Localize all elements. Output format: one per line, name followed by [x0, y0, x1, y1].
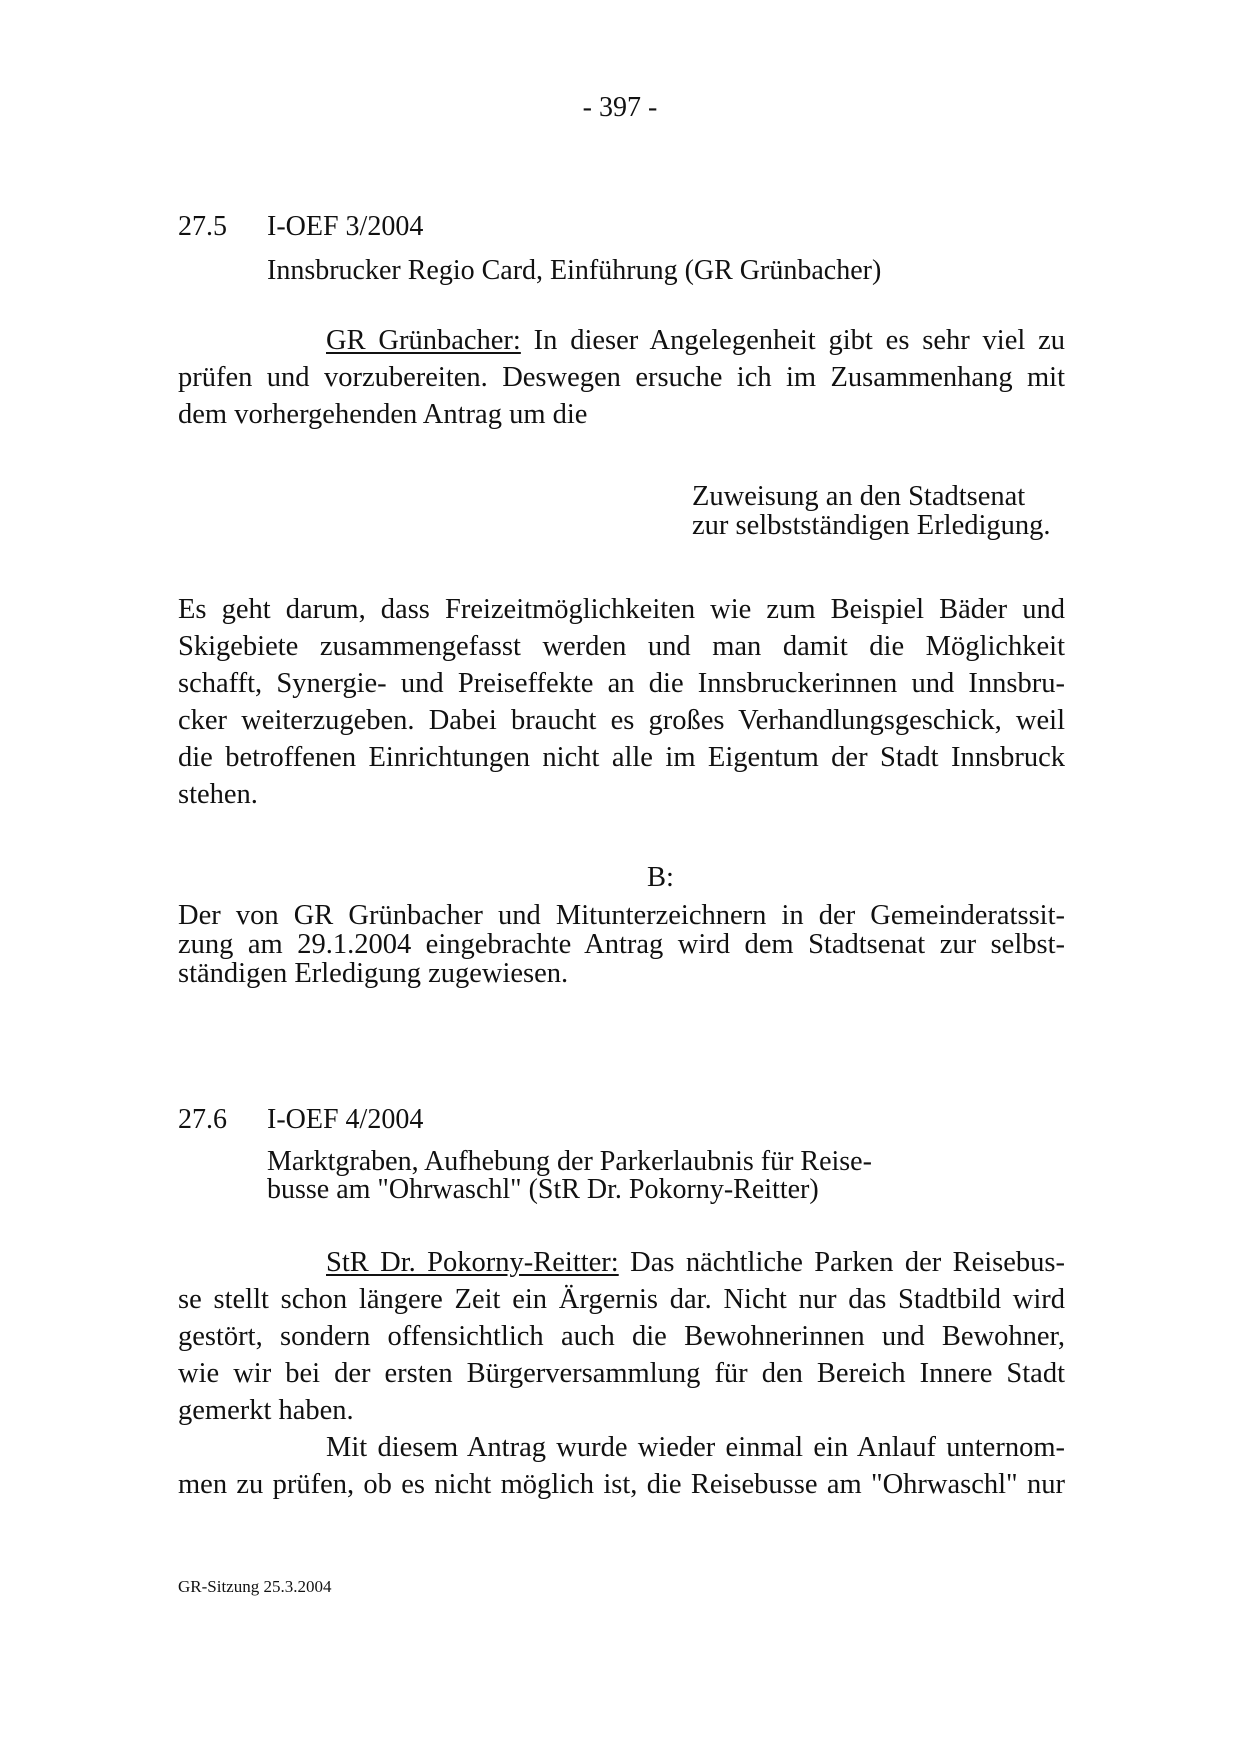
motion-block	[692, 482, 1051, 540]
decision-line: Der von GR Grünbacher und Mitunterzeichnern in der Gemeinderatssit-	[178, 900, 1065, 931]
speech-line: dem vorhergehenden Antrag um die	[178, 399, 588, 430]
body-line: stehen.	[178, 779, 258, 810]
body-line: schafft, Synergie- und Preiseffekte an die Innsbruckerinnen und Innsbru-	[178, 668, 1065, 699]
speech-line: prüfen und vorzubereiten. Deswegen ersuche ich im Zusammenhang mit	[178, 362, 1065, 393]
item-title	[267, 1148, 872, 1204]
body-line: Skigebiete zusammengefasst werden und man damit die Möglichkeit	[178, 631, 1065, 662]
body-line: Es geht darum, dass Freizeitmöglichkeiten wie zum Beispiel Bäder und	[178, 594, 1065, 625]
body-paragraph	[178, 591, 1065, 813]
item-title-line: busse am "Ohrwaschl" (StR Dr. Pokorny-Reitter)	[267, 1174, 819, 1205]
page-number: - 397 -	[582, 92, 658, 123]
speech-paragraph	[178, 1244, 1065, 1503]
motion-line: zur selbstständigen Erledigung.	[692, 510, 1051, 541]
item-number: 27.5	[178, 211, 227, 242]
item-code: I-OEF 3/2004	[267, 211, 424, 242]
speech-line: GR Grünbacher: In dieser Angelegenheit gibt es sehr viel zu	[326, 325, 1065, 356]
speech-line: gestört, sondern offensichtlich auch die Bewohnerinnen und Bewohner,	[178, 1321, 1065, 1352]
speech-line: wie wir bei der ersten Bürgerversammlung für den Bereich Innere Stadt	[178, 1358, 1065, 1389]
item-title	[267, 254, 881, 288]
body-line: die betroffenen Einrichtungen nicht alle im Eigentum der Stadt Innsbruck	[178, 742, 1065, 773]
decision-label: B:	[647, 862, 674, 893]
speaker-name: StR Dr. Pokorny-Reitter:	[326, 1247, 619, 1278]
decision-line: ständigen Erledigung zugewiesen.	[178, 958, 569, 989]
speech-line: se stellt schon längere Zeit ein Ärgernis dar. Nicht nur das Stadtbild wird	[178, 1284, 1065, 1315]
body-line: cker weiterzugeben. Dabei braucht es großes Verhandlungsgeschick, weil	[178, 705, 1065, 736]
item-title-line: Marktgraben, Aufhebung der Parkerlaubnis für Reise-	[267, 1146, 872, 1177]
speech-line: StR Dr. Pokorny-Reitter: Das nächtliche Parken der Reisebus-	[326, 1247, 1065, 1278]
speech-paragraph	[178, 322, 1065, 433]
item-number: 27.6	[178, 1104, 227, 1135]
speech-line: men zu prüfen, ob es nicht möglich ist, die Reisebusse am "Ohrwaschl" nur	[178, 1469, 1065, 1500]
decision-paragraph	[178, 901, 1065, 988]
speaker-name: GR Grünbacher:	[326, 325, 521, 356]
decision-line: zung am 29.1.2004 eingebrachte Antrag wird dem Stadtsenat zur selbst-	[178, 929, 1065, 960]
speech-line: gemerkt haben.	[178, 1395, 354, 1426]
motion-line: Zuweisung an den Stadtsenat	[692, 481, 1026, 512]
page-footer: GR-Sitzung 25.3.2004	[178, 1577, 332, 1596]
speech-line: Mit diesem Antrag wurde wieder einmal ein Anlauf unternom-	[326, 1432, 1065, 1463]
item-title-line: Innsbrucker Regio Card, Einführung (GR Grünbacher)	[267, 255, 882, 286]
item-code: I-OEF 4/2004	[267, 1104, 424, 1135]
